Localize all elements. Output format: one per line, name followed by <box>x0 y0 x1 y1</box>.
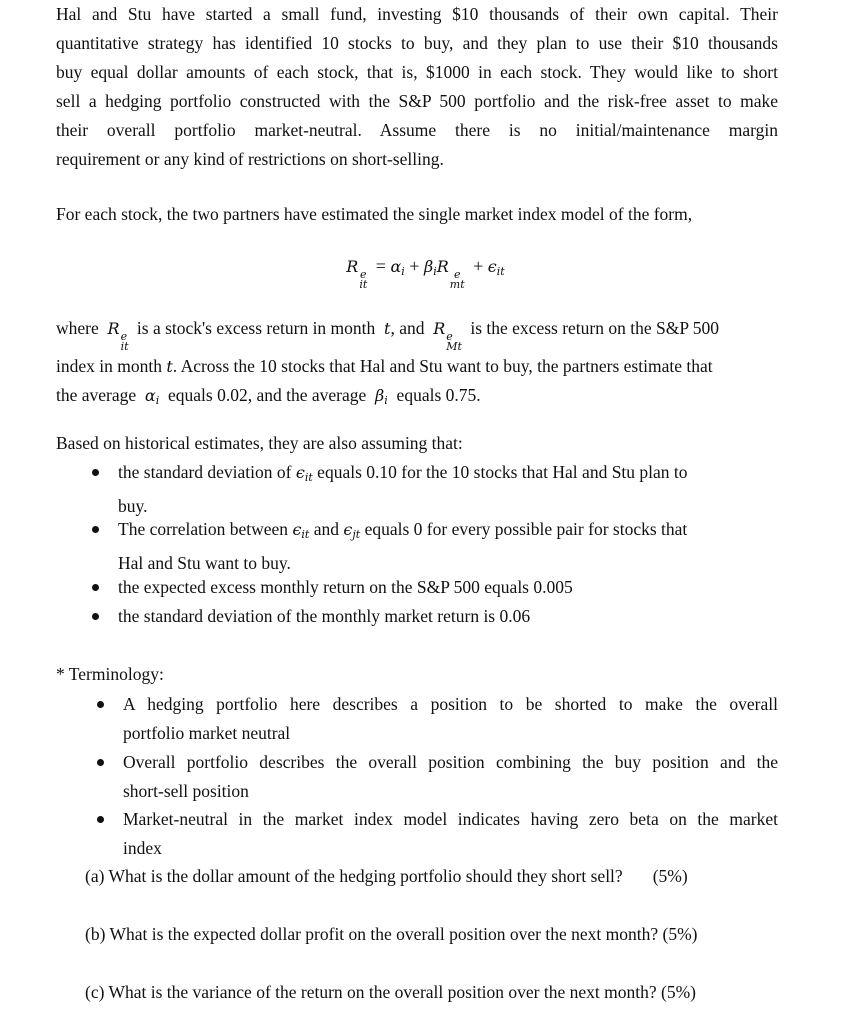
bullet-dot <box>92 584 99 591</box>
index-model-equation: R e it = $\alpha_i + \beta_iR$ e mt + $\epsilon_{it}$ <box>346 256 505 291</box>
where-paragraph: where R e it is a stock's excess return in month t, and R e Mt is the excess return on the S&P 500 index in month t. Across the 10 stocks that Hal and Stu want to buy, the partners estimate that the average $\alpha_i$ equals 0.02, and the average $\beta_i$ equals 0.75. <box>56 318 720 407</box>
question-a: (a) What is the dollar amount of the hedging portfolio should they short sell? (5%) <box>85 866 688 886</box>
bullet-dot <box>97 759 104 766</box>
intro-paragraph <box>56 0 778 174</box>
bullet-dot <box>97 816 104 823</box>
bullet-dot <box>92 613 99 620</box>
model-intro: For each stock, the two partners have estimated the single market index model of the form, <box>56 204 693 224</box>
intro-line: Hal and Stu have started a small fund, investing $10 thousands of their own capital. Their <box>56 4 778 24</box>
intro-line: requirement or any kind of restrictions on short-selling. <box>56 149 444 169</box>
bullet-dot <box>92 526 99 533</box>
terminology-heading: * Terminology: <box>56 664 164 684</box>
terminology-item: Market-neutral in the market index model indicates having zero beta on the market index <box>123 809 778 858</box>
bullet-dot <box>92 469 99 476</box>
terminology-item: A hedging portfolio here describes a position to be shorted to make the overall portfolio market neutral <box>123 694 778 743</box>
intro-line: buy equal dollar amounts of each stock, that is, $1000 in each stock. They would like to short <box>56 62 778 82</box>
assumption-item: The correlation between $\epsilon_{it}$ and $\epsilon_{jt}$ equals 0 for every possible pair for stocks that Hal and Stu want to buy. <box>118 519 688 573</box>
intro-line: quantitative strategy has identified 10 stocks to buy, and they plan to use their $10 thousands <box>56 33 778 53</box>
assumptions-heading: Based on historical estimates, they are also assuming that: <box>56 433 463 453</box>
question-c: (c) What is the variance of the return on the overall position over the next month? (5%) <box>85 982 696 1002</box>
intro-line: sell a hedging portfolio constructed with the S&P 500 portfolio and the risk-free asset to make <box>56 91 778 111</box>
question-b: (b) What is the expected dollar profit on the overall position over the next month? (5%) <box>85 924 698 944</box>
assumption-item: the expected excess monthly return on the S&P 500 equals 0.005 <box>118 577 573 597</box>
assumption-item: the standard deviation of $\epsilon_{it}$ equals 0.10 for the 10 stocks that Hal and Stu plan to buy. <box>118 462 688 516</box>
bullet-dot <box>97 701 104 708</box>
terminology-item: Overall portfolio describes the overall position combining the buy position and the short-sell position <box>123 752 778 801</box>
question-a-points: (5%) <box>652 866 688 886</box>
assumption-item: the standard deviation of the monthly market return is 0.06 <box>118 606 531 626</box>
intro-line: their overall portfolio market-neutral. Assume there is no initial/maintenance margin <box>56 120 778 140</box>
